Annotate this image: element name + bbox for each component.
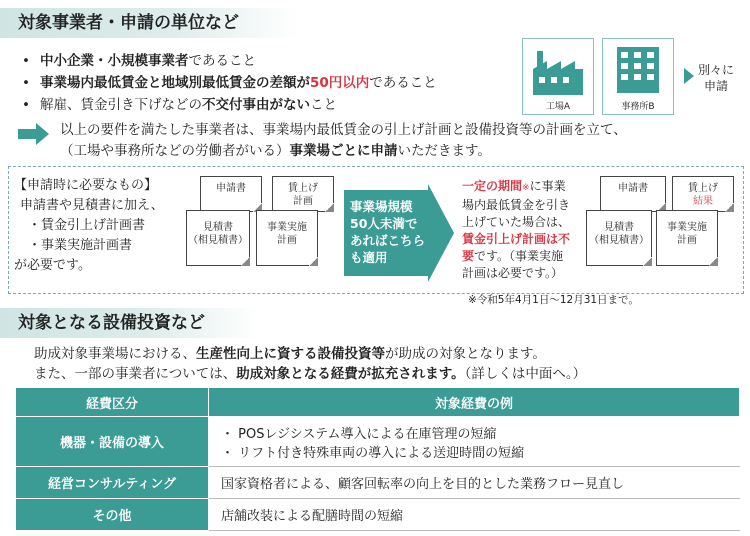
- under-50-arrow: [344, 190, 454, 276]
- factory-label: 工場A: [545, 102, 571, 112]
- arrow-right-icon: [684, 68, 694, 84]
- doc-wage-plan: 賃上げ 計画: [272, 176, 334, 212]
- table-cell-category: その他: [16, 499, 209, 531]
- doc-estimate-2: 見積書 （相見積書）: [586, 210, 652, 266]
- investment-description: 助成対象事業場における、生産性向上に資する設備投資等が助成の対象となります。 また、一部の事業者については、助成対象となる経費が拡充されます。（詳しくは中面へ。）: [34, 346, 587, 382]
- required-docs-text: 【申請時に必要なもの】 申請書や見積書に加え、 ・賃金引上げ計画書 ・事業実施計画書 が必要です。: [14, 178, 164, 273]
- doc-implementation-plan-2: 事業実施 計画: [656, 210, 718, 266]
- doc-wage-result: 賃上げ 結果: [672, 176, 734, 212]
- doc-application-2: 申請書: [600, 176, 666, 212]
- table-cell-examples: 国家資格者による、顧客回転率の向上を目的とした業務フロー見直し: [209, 467, 740, 499]
- doc-application: 申請書: [200, 176, 262, 212]
- list-item: • 事業場内最低賃金と地域別最低賃金の差額が50円以内であること: [22, 72, 512, 94]
- section-title-investment: 対象となる設備投資など: [0, 308, 258, 338]
- table-header: 経費区分: [16, 388, 209, 417]
- footnote: ※令和5年4月1日～12月31日まで。: [468, 294, 639, 306]
- special-period-text: 一定の期間※に事業 場内最低賃金を引き 上げていた場合は、 賃金引上げ計画は不 要です。（事業実施 計画は必要です。）: [462, 179, 571, 280]
- table-cell-examples: 店舗改装による配膳時間の短縮: [209, 499, 740, 531]
- section-title-eligibility: 対象事業者・申請の単位など: [0, 8, 298, 38]
- doc-estimate: 見積書 （相見積書）: [186, 210, 250, 266]
- factory-icon: [523, 43, 593, 101]
- factory-a-box: [522, 38, 594, 115]
- table-row: [16, 417, 740, 467]
- table-row: [16, 467, 740, 499]
- table-cell-category: 機器・設備の導入: [16, 417, 209, 467]
- office-b-box: [602, 38, 674, 115]
- eligibility-list: [22, 50, 512, 116]
- doc-implementation-plan: 事業実施 計画: [256, 210, 318, 266]
- office-building-icon: [603, 41, 673, 99]
- table-cell-category: 経営コンサルティング: [16, 467, 209, 499]
- expense-table: [15, 387, 740, 531]
- table-cell-examples: ・ POSレジシステム導入による在庫管理の短縮 ・ リフト付き特殊車両の導入による送迎時間の短縮: [209, 417, 740, 467]
- list-item: • 中小企業・小規模事業者であること: [22, 50, 512, 72]
- separate-application-note: 別々に 申請: [698, 63, 735, 93]
- table-header: 対象経費の例: [209, 388, 740, 417]
- arrow-right-head: [36, 123, 49, 145]
- summary-text: 以上の要件を満たした事業者は、事業場内最低賃金の引上げ計画と設備投資等の計画を立て、 （工場や事務所などの労働者がいる）事業場ごとに申請いただきます。: [60, 122, 627, 159]
- table-row: [16, 499, 740, 531]
- under-50-text: 事業場規模 50人未満で あればこちら も適用: [350, 199, 426, 265]
- list-item: • 解雇、賃金引き下げなどの不交付事由がないこと: [22, 94, 512, 116]
- office-label: 事務所B: [621, 102, 655, 112]
- arrow-right-icon: [18, 129, 36, 139]
- table-header-row: [16, 388, 740, 417]
